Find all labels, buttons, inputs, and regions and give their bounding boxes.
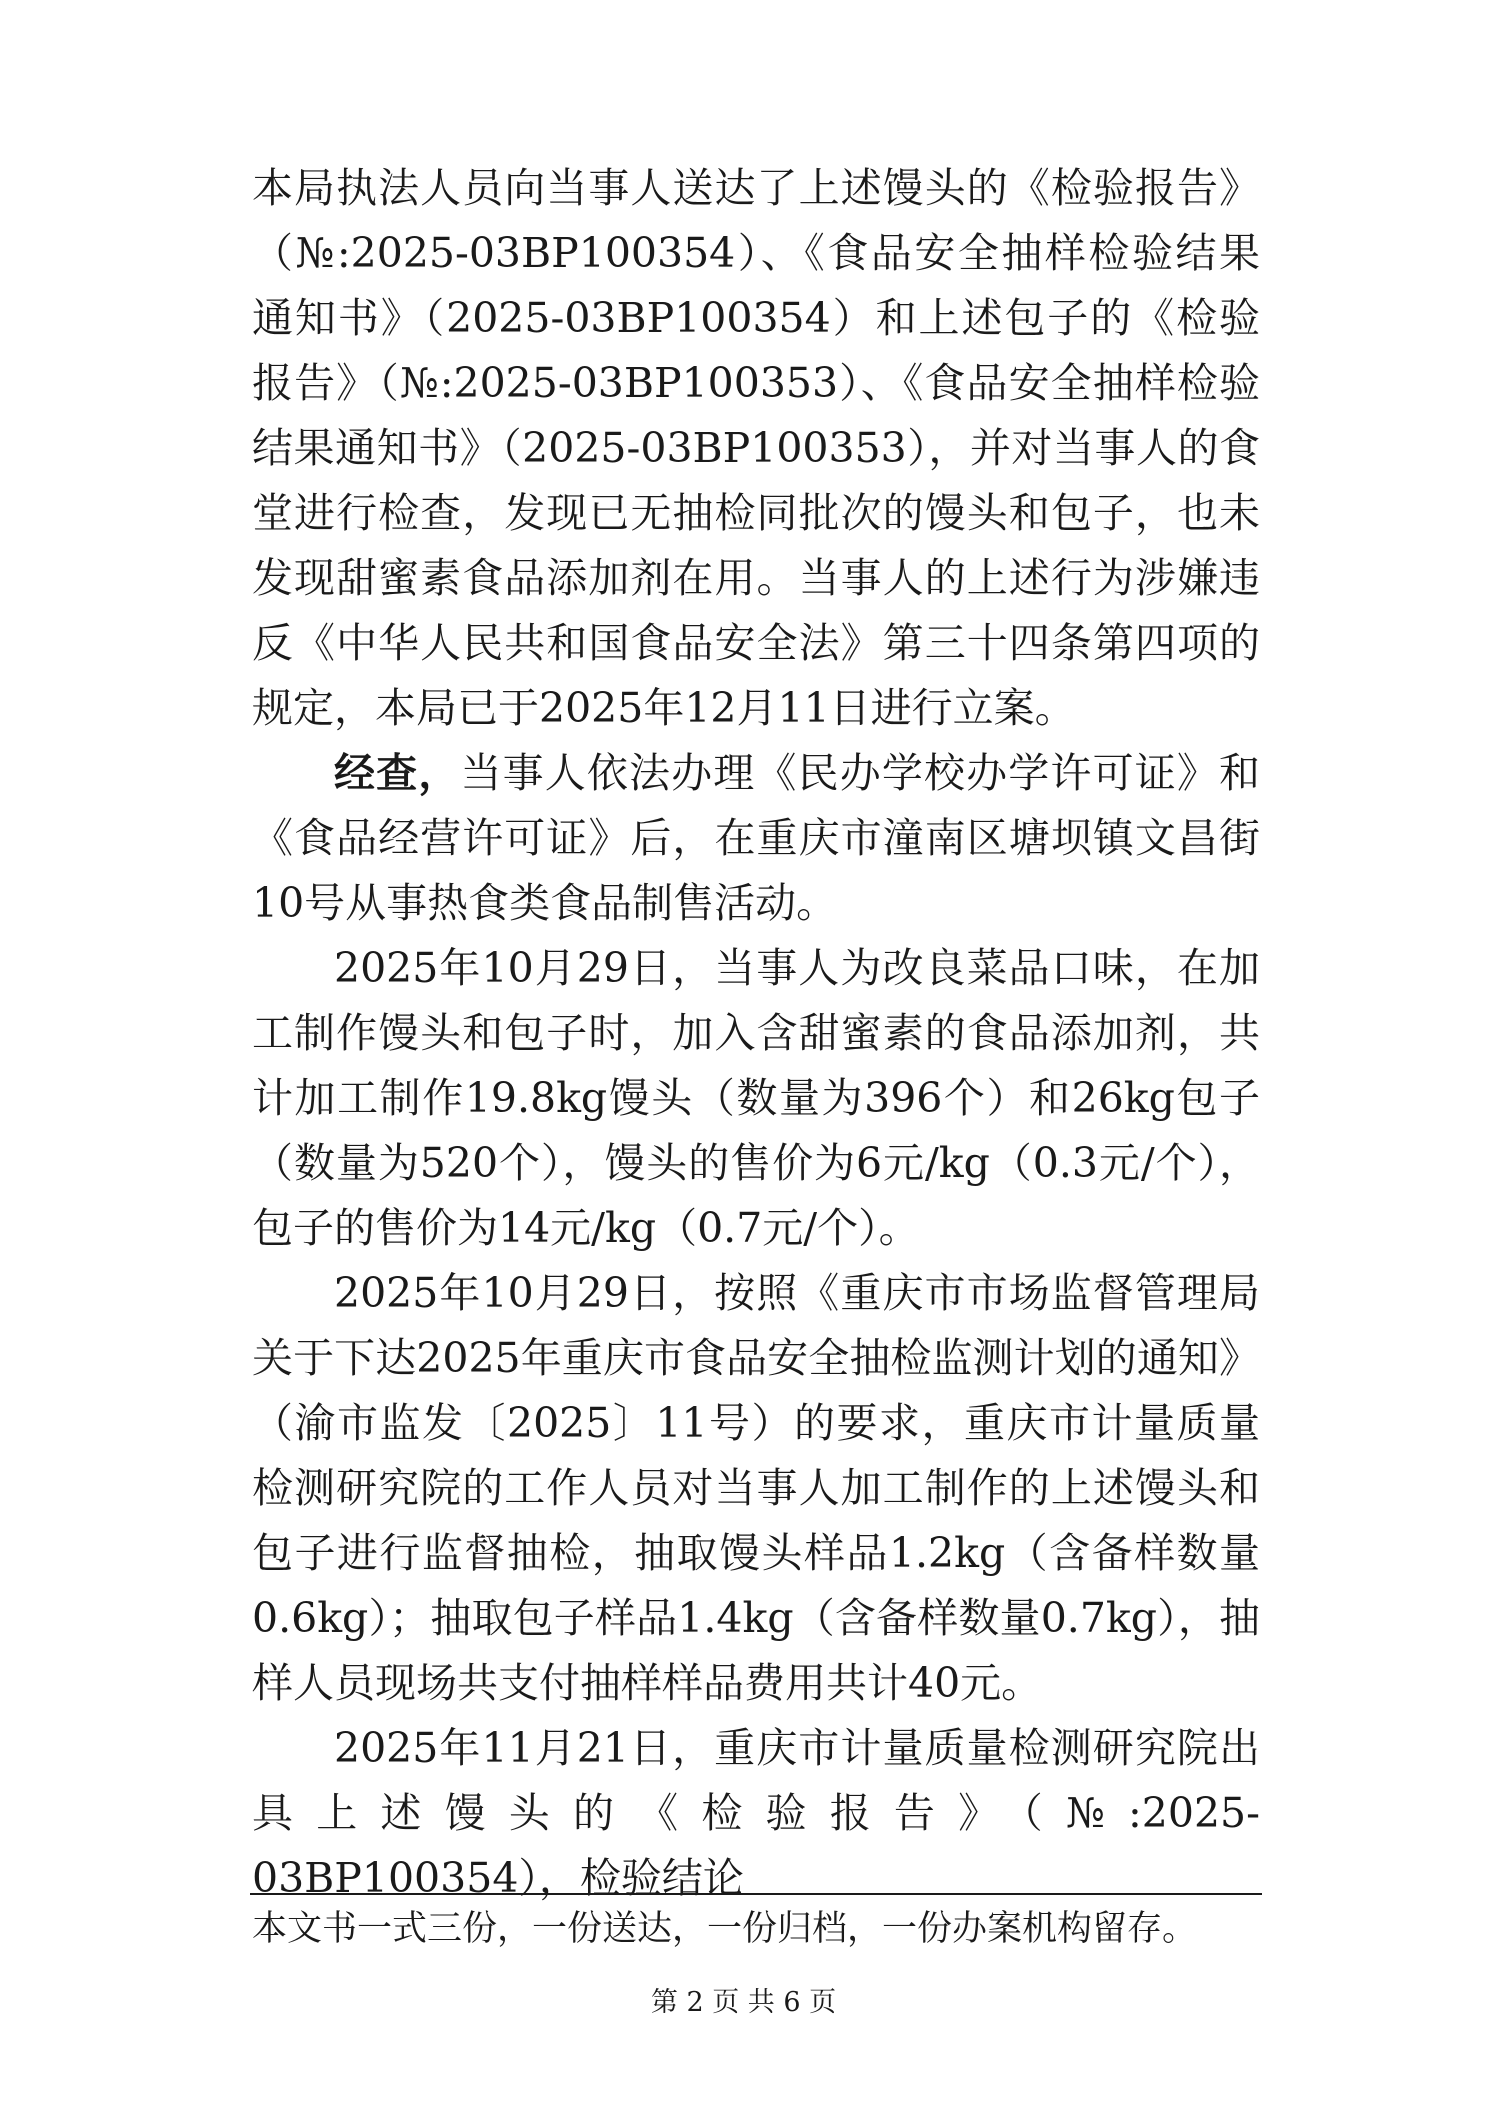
paragraph-investigation (252, 741, 1260, 936)
document-body (252, 156, 1260, 1911)
paragraph-text: 2025年10月29日，当事人为改良菜品口味，在加工制作馒头和包子时，加入含甜蜜素的食品添加剂，共计加工制作19.8kg馒头（数量为396个）和26kg包子（数量为520个），馒头的售价为6元/kg（0.3元/个），包子的售价为14元/kg（0.7元/个）。 (252, 944, 1260, 1252)
paragraph-report (252, 1716, 1260, 1911)
paragraph-text: 2025年10月29日，按照《重庆市市场监督管理局关于下达2025年重庆市食品安全抽检监测计划的通知》（渝市监发〔2025〕11号）的要求，重庆市计量质量检测研究院的工作人员对当事人加工制作的上述馒头和包子进行监督抽检，抽取馒头样品1.2kg（含备样数量0.6kg）；抽取包子样品1.4kg（含备样数量0.7kg），抽样人员现场共支付抽样样品费用共计40元。 (252, 1269, 1260, 1707)
paragraph-sampling (252, 1261, 1260, 1716)
page-number: 第 2 页 共 6 页 (650, 1987, 837, 2018)
paragraph-production (252, 936, 1260, 1261)
paragraph-lead: 经查， (334, 749, 461, 797)
footer-divider (250, 1893, 1262, 1895)
paragraph-text: 当事人依法办理《民办学校办学许可证》和《食品经营许可证》后，在重庆市潼南区塘坝镇文昌街10号从事热食类食品制售活动。 (252, 749, 1261, 927)
paragraph-text: 本局执法人员向当事人送达了上述馒头的《检验报告》（№:2025-03BP100354）、《食品安全抽样检验结果通知书》（2025-03BP100354）和上述包子的《检验报告》（№:2025-03BP100353）、《食品安全抽样检验结果通知书》（2025-03BP100353），并对当事人的食堂进行检查，发现已无抽检同批次的馒头和包子，也未发现甜蜜素食品添加剂在用。当事人的上述行为涉嫌违反《中华人民共和国食品安全法》第三十四条第四项的规定，本局已于2025年12月11日进行立案。 (252, 164, 1260, 732)
paragraph-delivery (252, 156, 1260, 741)
footer-note: 本文书一式三份，一份送达，一份归档，一份办案机构留存。 (252, 1909, 1198, 1949)
paragraph-text: 2025年11月21日，重庆市计量质量检测研究院出具上述馒头的《检验报告》（№:2025-03BP100354），检验结论 (252, 1724, 1260, 1902)
